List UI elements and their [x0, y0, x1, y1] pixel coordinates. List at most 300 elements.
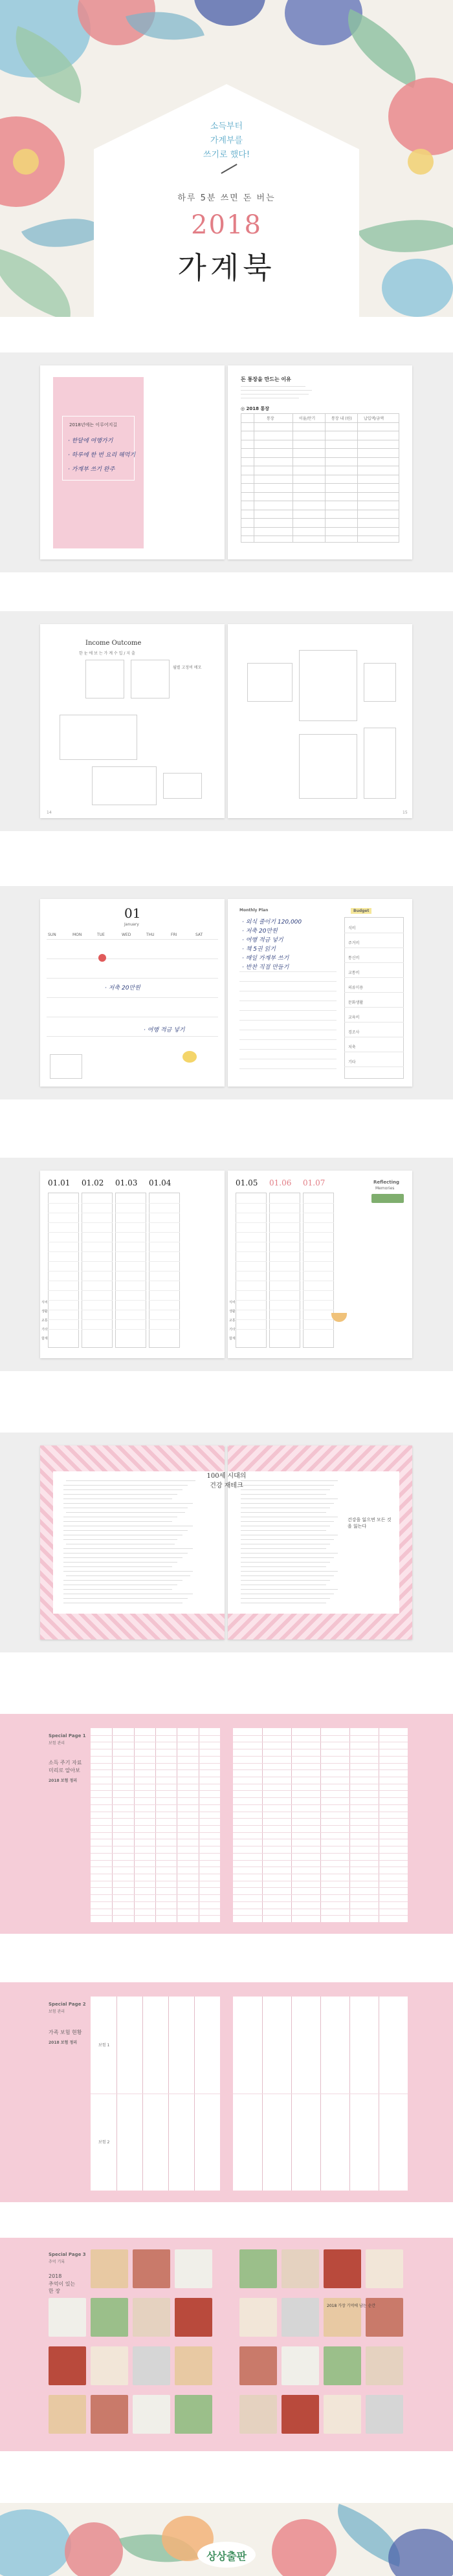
plan-item: · 저축 20만원: [242, 928, 278, 935]
daily-row-line: [48, 1290, 79, 1291]
pull-quote: 건강을 잃으면 모든 것을 잃는다: [348, 1517, 392, 1529]
photo-thumbnail: [324, 2346, 361, 2385]
text-line: [241, 1494, 326, 1495]
row-label: 생활: [41, 1310, 48, 1314]
daily-row-line: [48, 1251, 79, 1252]
daily-row-line: [269, 1261, 300, 1262]
table-col: [325, 413, 326, 543]
special-label: Special Page 2: [49, 2002, 86, 2007]
daily-row-line: [303, 1261, 334, 1262]
page-number: 14: [47, 810, 52, 815]
table-row-line: [91, 1853, 220, 1854]
daily-row-line: [236, 1232, 267, 1233]
photo-thumbnail: [366, 2395, 403, 2434]
photo-thumbnail: [239, 2298, 277, 2337]
photo-caption: 2018 가장 기억에 남는 순간: [327, 2304, 376, 2308]
daily-row-line: [303, 1329, 334, 1330]
spread-special-1: [0, 1714, 453, 1934]
goal-note: · 하루에 한 번 요리 해먹기: [68, 452, 136, 459]
table-row-line: [91, 1756, 220, 1757]
weekday-label: MON: [72, 933, 82, 937]
daily-row-line: [82, 1203, 113, 1204]
daily-row-line: [303, 1300, 334, 1301]
mini-grid: [92, 766, 157, 805]
watercolor-flower: [388, 78, 453, 155]
watercolor-leaf: [0, 2509, 71, 2576]
daily-row-line: [82, 1222, 113, 1223]
table-row-line: [91, 1894, 220, 1895]
daily-row-line: [48, 1319, 79, 1320]
row-label: 기타: [229, 1328, 236, 1332]
photo-thumbnail: [366, 2249, 403, 2288]
daily-row-line: [236, 1261, 267, 1262]
spread-daily: [0, 1158, 453, 1371]
table-row-line: [233, 1901, 408, 1902]
special-sub: 추억 기록: [49, 2260, 65, 2264]
table-row-line: [233, 1735, 408, 1736]
text-line: [241, 1557, 334, 1558]
text-line: [241, 1503, 334, 1504]
insurance-table: [233, 1997, 408, 2191]
photo-thumbnail: [175, 2395, 212, 2434]
goal-title: 2018년에는 이루어지길: [69, 422, 118, 428]
daily-row-line: [303, 1271, 334, 1272]
insurance-table: [233, 1728, 408, 1922]
weekday-label: FRI: [171, 933, 177, 937]
photo-thumbnail: [133, 2249, 170, 2288]
text-line: [63, 1562, 177, 1563]
table-row-line: [233, 1797, 408, 1798]
daily-row-line: [236, 1271, 267, 1272]
daily-row-line: [149, 1290, 180, 1291]
text-line: [241, 394, 309, 395]
text-line: [241, 1512, 326, 1513]
daily-row-line: [149, 1251, 180, 1252]
daily-row-line: [236, 1222, 267, 1223]
table-row-line: [233, 1887, 408, 1888]
budget-row-line: [344, 947, 404, 948]
table-row-line: [91, 1860, 220, 1861]
budget-category: 주거비: [348, 941, 360, 946]
row-label: 생활: [229, 1310, 236, 1314]
mini-calendar: [50, 1054, 82, 1079]
cover-footer: [0, 2503, 453, 2576]
page-title: Income Outcome: [85, 640, 142, 647]
page-left: [40, 365, 225, 559]
row-label: 식비: [41, 1301, 48, 1304]
mini-grid: [364, 663, 396, 702]
special-sub: 보험 관리: [49, 2009, 65, 2014]
page-right: [228, 365, 412, 559]
special-heading: 미리로 알아보: [49, 1768, 80, 1773]
date-heading: 01.02: [82, 1178, 104, 1187]
text-line: [241, 1589, 338, 1590]
table-row-line: [233, 1818, 408, 1819]
text-line: [241, 1539, 334, 1540]
daily-row-line: [269, 1300, 300, 1301]
daily-column: [236, 1193, 267, 1348]
goal-note: · 한달에 여행가기: [68, 438, 113, 444]
mini-grid: [364, 728, 396, 799]
plan-item: · 반찬 직접 만들기: [242, 964, 289, 971]
daily-row-line: [269, 1329, 300, 1330]
text-line: [63, 1598, 188, 1599]
watercolor-flower-center: [13, 149, 39, 175]
special-label: Special Page 1: [49, 1733, 86, 1738]
goal-card: [62, 416, 135, 481]
reflect-title: Reflecting: [373, 1180, 399, 1185]
daily-row-line: [149, 1203, 180, 1204]
text-line: [63, 1530, 188, 1531]
daily-row-line: [269, 1222, 300, 1223]
page-left: [40, 1171, 225, 1358]
photo-thumbnail: [91, 2298, 128, 2337]
calendar-note: · 저축 20만원: [105, 985, 140, 991]
text-line: [241, 1598, 330, 1599]
article-title-line: 100세 시대의: [206, 1473, 247, 1480]
daily-row-line: [82, 1290, 113, 1291]
pink-panel: [53, 377, 144, 548]
special-heading: 소득 주기 자료: [49, 1760, 82, 1766]
table-row-line: [241, 527, 399, 528]
table-row-line: [91, 1790, 220, 1791]
table-row-line: [233, 1915, 408, 1916]
daily-row-line: [115, 1319, 146, 1320]
text-line: [241, 390, 312, 391]
table-header: 통장 내 (원): [331, 417, 352, 421]
note-line: [239, 1010, 337, 1011]
daily-row-line: [48, 1300, 79, 1301]
illustration: [371, 1194, 404, 1203]
table-row-line: [233, 1832, 408, 1833]
calendar-row-line: [47, 958, 218, 959]
section-heading: 돈 통장을 만드는 이유: [241, 376, 291, 382]
cover-title: 가계북: [177, 250, 276, 285]
daily-row-line: [303, 1319, 334, 1320]
table-title: ◎ 2018 통장: [241, 406, 269, 411]
daily-row-line: [115, 1203, 146, 1204]
date-heading: 01.06: [269, 1178, 292, 1187]
mini-grid: [163, 773, 202, 799]
weekday-label: WED: [122, 933, 131, 937]
slogan: [175, 120, 278, 162]
note-line: [239, 1049, 337, 1050]
photo-thumbnail: [324, 2395, 361, 2434]
photo-thumbnail: [324, 2249, 361, 2288]
text-panel: [53, 1471, 225, 1614]
article-title-line: 건강 재테크: [210, 1482, 243, 1489]
daily-row-line: [236, 1203, 267, 1204]
table-row-line: [241, 492, 399, 493]
plan-item: · 매일 가계부 쓰기: [242, 955, 289, 962]
budget-category: 경조사: [348, 1030, 360, 1035]
goal-note: · 가계부 쓰기 완주: [68, 466, 115, 473]
text-panel: [228, 1471, 399, 1614]
daily-row-line: [303, 1203, 334, 1204]
text-line: [63, 1489, 182, 1490]
daily-row-line: [236, 1329, 267, 1330]
table-row-line: [241, 448, 399, 449]
watercolor-flower: [194, 0, 265, 26]
photo-thumbnail: [282, 2346, 319, 2385]
budget-row-line: [344, 1022, 404, 1023]
photo-thumbnail: [175, 2298, 212, 2337]
table-row-line: [91, 1887, 220, 1888]
budget-row-line: [344, 962, 404, 963]
text-line: [66, 1512, 185, 1513]
text-line: [241, 1562, 330, 1563]
special-heading: 2018 보험 정리: [49, 2040, 78, 2045]
cover-subtitle: 하루 5분 쓰면 돈 버는: [177, 193, 276, 203]
photo-thumbnail: [49, 2346, 86, 2385]
budget-category: 문화생활: [348, 1001, 364, 1005]
daily-row-line: [115, 1232, 146, 1233]
special-heading: 2018: [49, 2273, 62, 2279]
daily-row-line: [82, 1271, 113, 1272]
weekday-label: TUE: [97, 933, 105, 937]
page-subtitle: 한 눈 에 보 는 가 계 수 입 / 지 출: [79, 651, 135, 656]
special-heading: 2018 보험 정리: [49, 1779, 78, 1783]
sticker-icon: [98, 954, 106, 962]
table-row-line: [233, 1894, 408, 1895]
page-right: [228, 899, 412, 1087]
month-name: January: [124, 922, 139, 927]
photo-thumbnail: [282, 2395, 319, 2434]
photo-thumbnail: [133, 2346, 170, 2385]
special-heading: 추억이 있는: [49, 2281, 76, 2287]
text-line: [241, 1530, 326, 1531]
watercolor-flower: [388, 2529, 453, 2576]
note-line: [239, 1039, 337, 1040]
row-label: 합계: [41, 1337, 48, 1341]
daily-row-line: [115, 1271, 146, 1272]
daily-row-line: [269, 1271, 300, 1272]
daily-row-line: [82, 1329, 113, 1330]
photo-thumbnail: [239, 2346, 277, 2385]
publisher-logo: 상상출판: [206, 2550, 247, 2562]
weekday-label: THU: [146, 933, 155, 937]
text-line: [241, 1489, 330, 1490]
daily-row-line: [115, 1222, 146, 1223]
daily-row-line: [48, 1232, 79, 1233]
row-label: 보험 2: [98, 2140, 110, 2145]
text-line: [63, 1539, 177, 1540]
photo-thumbnail: [175, 2346, 212, 2385]
note-line: [239, 1020, 337, 1021]
text-line: [241, 1575, 334, 1576]
table-header: 통장: [267, 417, 274, 421]
photo-thumbnail: [282, 2298, 319, 2337]
article-title: [0, 1470, 453, 1489]
table-row-line: [91, 1915, 220, 1916]
budget-category: 교육비: [348, 1015, 360, 1020]
daily-row-line: [303, 1232, 334, 1233]
row-label: 교통: [41, 1319, 48, 1323]
mini-grid: [85, 660, 124, 698]
table-row-line: [233, 1756, 408, 1757]
daily-row-line: [236, 1300, 267, 1301]
plan-item: · 외식 줄이기 120,000: [242, 919, 302, 925]
spread-article: [0, 1433, 453, 1652]
text-line: [63, 1503, 193, 1504]
special-label: Special Page 3: [49, 2252, 86, 2257]
daily-column: [149, 1193, 180, 1348]
daily-row-line: [269, 1290, 300, 1291]
daily-row-line: [115, 1300, 146, 1301]
budget-title: Budget: [351, 908, 371, 914]
note-line: [239, 1068, 337, 1069]
photo-thumbnail: [133, 2298, 170, 2337]
daily-column: [48, 1193, 79, 1348]
table-row-line: [91, 1825, 220, 1826]
mini-grid: [60, 715, 137, 760]
text-line: [63, 1521, 172, 1522]
text-line: [63, 1566, 172, 1567]
month-number: 01: [124, 905, 141, 921]
table-header: 납입액/금액: [364, 417, 384, 421]
table-row-line: [233, 1860, 408, 1861]
row-label: 보험 1: [98, 2043, 110, 2048]
mini-grid: [247, 663, 293, 702]
insurance-table: [91, 1728, 220, 1922]
daily-column: [303, 1193, 334, 1348]
photo-thumbnail: [282, 2249, 319, 2288]
daily-row-line: [149, 1319, 180, 1320]
budget-category: 저축: [348, 1045, 356, 1050]
spread-goals: [0, 352, 453, 572]
daily-column: [269, 1193, 300, 1348]
reflect-subtitle: Memories: [375, 1186, 395, 1191]
photo-thumbnail: [239, 2249, 277, 2288]
daily-row-line: [48, 1203, 79, 1204]
cover-header: [0, 0, 453, 317]
daily-row-line: [82, 1319, 113, 1320]
budget-category: 기타: [348, 1060, 356, 1065]
daily-row-line: [269, 1251, 300, 1252]
text-line: [241, 1571, 338, 1572]
page-left: [40, 624, 225, 818]
table-row-line: [241, 422, 399, 423]
mini-grid: [299, 650, 357, 721]
row-label: 기타: [41, 1328, 48, 1332]
daily-row-line: [82, 1261, 113, 1262]
photo-thumbnail: [133, 2395, 170, 2434]
daily-row-line: [82, 1300, 113, 1301]
budget-category: 의류미용: [348, 986, 364, 990]
plan-item: · 책 5권 읽기: [242, 946, 276, 953]
cover-year: 2018: [191, 210, 262, 240]
photo-thumbnail: [49, 2395, 86, 2434]
date-heading: 01.07: [303, 1178, 326, 1187]
watercolor-flower: [272, 2519, 337, 2576]
budget-row-line: [344, 977, 404, 978]
mini-grid: [299, 734, 357, 799]
plan-item: · 여행 적금 넣기: [242, 937, 283, 944]
photo-thumbnail: [91, 2346, 128, 2385]
daily-row-line: [115, 1329, 146, 1330]
page-number: 15: [403, 810, 408, 815]
table-col: [357, 413, 358, 543]
date-heading: 01.05: [236, 1178, 258, 1187]
text-line: [63, 1557, 182, 1558]
text-line: [241, 1566, 326, 1567]
special-heading: 한 장: [49, 2288, 60, 2294]
daily-column: [115, 1193, 146, 1348]
weekday-label: SUN: [48, 933, 56, 937]
daily-column: [82, 1193, 113, 1348]
daily-row-line: [236, 1251, 267, 1252]
photo-thumbnail: [366, 2346, 403, 2385]
table-row-line: [91, 1818, 220, 1819]
spread-monthly: [0, 886, 453, 1099]
daily-row-line: [149, 1271, 180, 1272]
spread-income-outcome: [0, 611, 453, 831]
slogan-line: 쓰기로 했다!: [203, 150, 250, 160]
daily-row-line: [82, 1251, 113, 1252]
text-line: [63, 1571, 193, 1572]
slogan-line: 소득부터: [210, 122, 243, 131]
calendar-row-line: [47, 1036, 218, 1037]
daily-row-line: [149, 1329, 180, 1330]
calendar-note: · 여행 적금 넣기: [144, 1027, 185, 1034]
note-line: [239, 971, 337, 972]
budget-row-line: [344, 992, 404, 993]
budget-row-line: [344, 1066, 404, 1067]
account-table: [241, 413, 399, 543]
budget-category: 교통비: [348, 971, 360, 975]
text-line: [63, 1589, 172, 1590]
text-line: [241, 1521, 334, 1522]
page-left: [40, 899, 225, 1087]
daily-row-line: [269, 1203, 300, 1204]
daily-row-line: [115, 1251, 146, 1252]
daily-row-line: [236, 1290, 267, 1291]
watercolor-flower: [65, 2522, 123, 2576]
date-heading: 01.03: [115, 1178, 138, 1187]
daily-row-line: [269, 1319, 300, 1320]
daily-row-line: [48, 1271, 79, 1272]
table-row-line: [91, 1763, 220, 1764]
table-header: 이율/만기: [299, 417, 316, 421]
text-line: [63, 1494, 177, 1495]
daily-row-line: [48, 1222, 79, 1223]
note-line: [239, 981, 337, 982]
daily-row-line: [149, 1232, 180, 1233]
slogan-line: 가계부를: [210, 136, 243, 146]
text-line: [241, 386, 305, 387]
weekday-label: SAT: [195, 933, 203, 937]
date-heading: 01.01: [48, 1178, 71, 1187]
calendar-row-line: [47, 978, 218, 979]
table-row-line: [233, 1790, 408, 1791]
special-sub: 보험 관리: [49, 1741, 65, 1746]
table-row-line: [241, 483, 399, 484]
daily-row-line: [48, 1261, 79, 1262]
budget-category: 식비: [348, 926, 356, 931]
budget-category: 통신비: [348, 956, 360, 960]
table-row-line: [91, 1901, 220, 1902]
row-label: 교통: [229, 1319, 236, 1323]
table-row-line: [233, 1825, 408, 1826]
memo-label: 월별 고정비 메모: [173, 666, 202, 670]
date-heading: 01.04: [149, 1178, 171, 1187]
table-row-line: [241, 518, 399, 519]
table-row-line: [91, 1804, 220, 1805]
daily-row-line: [269, 1232, 300, 1233]
photo-thumbnail: [175, 2249, 212, 2288]
daily-row-line: [149, 1222, 180, 1223]
table-row-line: [91, 1735, 220, 1736]
